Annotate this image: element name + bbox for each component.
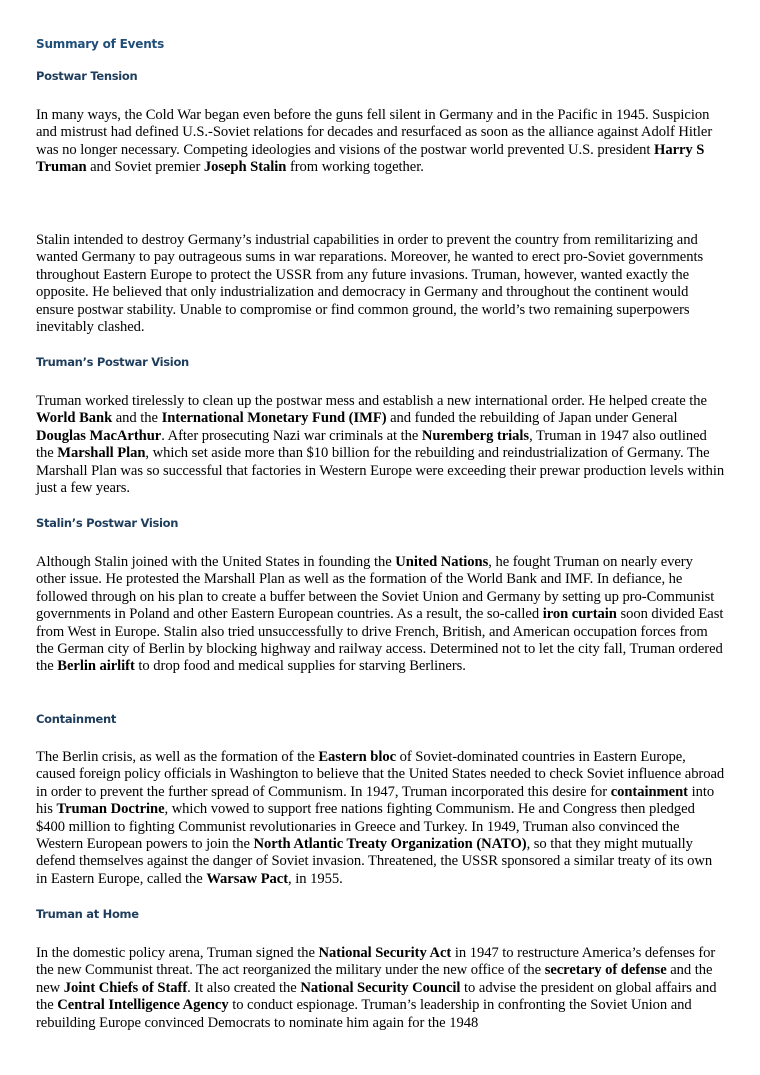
bold-term: Joseph Stalin	[203, 159, 287, 176]
bold-term: Joint Chiefs of Staff	[63, 979, 188, 996]
bold-term: North Atlantic Treaty Organization (NATO)	[253, 836, 527, 853]
section-heading-containment: Containment	[36, 712, 117, 726]
text-run: , so that they might mutually defend themselves against the danger of Soviet invasion. Threatened, the USSR sponsored a similar treaty of its own in Eastern Europe, called the	[36, 836, 713, 887]
text-run: , which set aside more than $10 billion for the rebuilding and reindustrialization of Germany. The Marshall Plan was so successful that factories in Western Europe were exceeding their prewar production levels within just a few years.	[36, 445, 725, 497]
bold-term: Douglas MacArthur	[36, 427, 162, 444]
text-run: into his	[36, 783, 715, 818]
bold-term: secretary of defense	[544, 962, 667, 979]
text-run: , which vowed to support free nations fighting Communism. He and Congress then pledged $400 million to fighting Communist revolutionaries in Greece and Turkey. In 1949, Truman also convinced the Western European powers to join the	[36, 801, 695, 853]
paragraph-postwar-tension-1	[36, 107, 726, 177]
text-run: Stalin intended to destroy Germany’s industrial capabilities in order to prevent the country from remilitarizing and wanted Germany to pay outrageous sums in war reparations. Moreover, he wanted to erect pro-Soviet governments throughout Eastern Europe to protect the USSR from any future invasions. Truman, however, wanted exactly the opposite. He believed that only industrialization and democracy in Germany and throughout the continent would ensure postwar stability. Unable to compromise or find common ground, the world’s two remaining superpowers inevitably clashed.	[36, 232, 704, 336]
text-run: to advise the president on global affairs and the	[36, 979, 717, 1014]
bold-term: iron curtain	[542, 606, 617, 623]
text-run: to drop food and medical supplies for starving Berliners.	[134, 658, 466, 675]
paragraph-containment	[36, 749, 726, 888]
paragraph-truman-postwar-vision	[36, 393, 726, 497]
text-run: , in 1955.	[288, 870, 343, 887]
document-title: Summary of Events	[36, 37, 165, 51]
text-run: Truman worked tirelessly to clean up the postwar mess and establish a new international order. He helped create the	[36, 393, 707, 409]
text-run: from working together.	[286, 159, 424, 176]
paragraph-postwar-tension-2	[36, 232, 726, 336]
text-run: and the	[112, 410, 162, 427]
text-run: Although Stalin joined with the United States in founding the	[36, 554, 396, 570]
text-run: and the new	[36, 962, 713, 996]
text-run: . After prosecuting Nazi war criminals at the	[161, 427, 422, 444]
text-run: In the domestic policy arena, Truman signed the	[36, 945, 319, 961]
bold-term: United Nations	[395, 554, 489, 570]
bold-term: National Security Council	[300, 979, 461, 996]
text-run: of Soviet-dominated countries in Eastern Europe, caused foreign policy officials in Washington to believe that the United States needed to check Soviet influence abroad in order to prevent the further spread of Communism. In 1947, Truman incorporated this desire for	[36, 749, 725, 800]
bold-term: International Monetary Fund (IMF)	[161, 410, 387, 427]
bold-term: Truman Doctrine	[56, 801, 165, 818]
text-run: in 1947 to restructure America’s defenses for the new Communist threat. The act reorganized the military under the new office of the	[36, 945, 716, 979]
bold-term: Central Intelligence Agency	[57, 997, 229, 1014]
text-run: , Truman in 1947 also outlined the	[36, 427, 707, 462]
section-heading-stalin-postwar-vision: Stalin’s Postwar Vision	[36, 516, 179, 530]
text-run: and Soviet premier	[86, 159, 204, 176]
text-run: soon divided East from West in Europe. Stalin also tried unsuccessfully to drive French, British, and American occupation forces from the German city of Berlin by blocking highway and railway access. Determined not to let the city fall, Truman ordered the	[36, 606, 724, 675]
bold-term: Eastern bloc	[318, 749, 396, 765]
bold-term: Berlin airlift	[57, 658, 135, 675]
paragraph-truman-at-home	[36, 945, 726, 1032]
text-run: In many ways, the Cold War began even before the guns fell silent in Germany and in the Pacific in 1945. Suspicion and mistrust had defined U.S.-Soviet relations for decades and resurfaced as soon as the alliance against Adolf Hitler was no longer necessary. Competing ideologies and visions of the postwar world prevented U.S. president	[36, 107, 713, 158]
text-run: , he fought Truman on nearly every other issue. He protested the Marshall Plan as well as the formation of the World Bank and IMF. In defiance, he followed through on his plan to create a buffer between the Soviet Union and Germany by setting up pro-Communist governments in Poland and other Eastern European countries. As a result, the so-called	[36, 554, 715, 623]
bold-term: Warsaw Pact	[206, 870, 289, 887]
section-heading-truman-postwar-vision: Truman’s Postwar Vision	[36, 355, 189, 369]
bold-term: Marshall Plan	[57, 445, 146, 462]
bold-term: Nuremberg trials	[421, 427, 530, 444]
bold-term: containment	[610, 783, 688, 800]
paragraph-stalin-postwar-vision	[36, 554, 726, 676]
text-run: to conduct espionage. Truman’s leadership in confronting the Soviet Union and rebuilding Europe convinced Democrats to nominate him again for the 1948	[36, 997, 692, 1031]
text-run: . It also created the	[187, 979, 301, 996]
bold-term: Harry S Truman	[36, 141, 705, 176]
section-heading-postwar-tension: Postwar Tension	[36, 69, 138, 83]
text-run: The Berlin crisis, as well as the formation of the	[36, 749, 319, 765]
bold-term: World Bank	[36, 410, 113, 427]
section-heading-truman-at-home: Truman at Home	[36, 907, 139, 921]
bold-term: National Security Act	[318, 945, 452, 961]
text-run: and funded the rebuilding of Japan under General	[386, 410, 678, 427]
